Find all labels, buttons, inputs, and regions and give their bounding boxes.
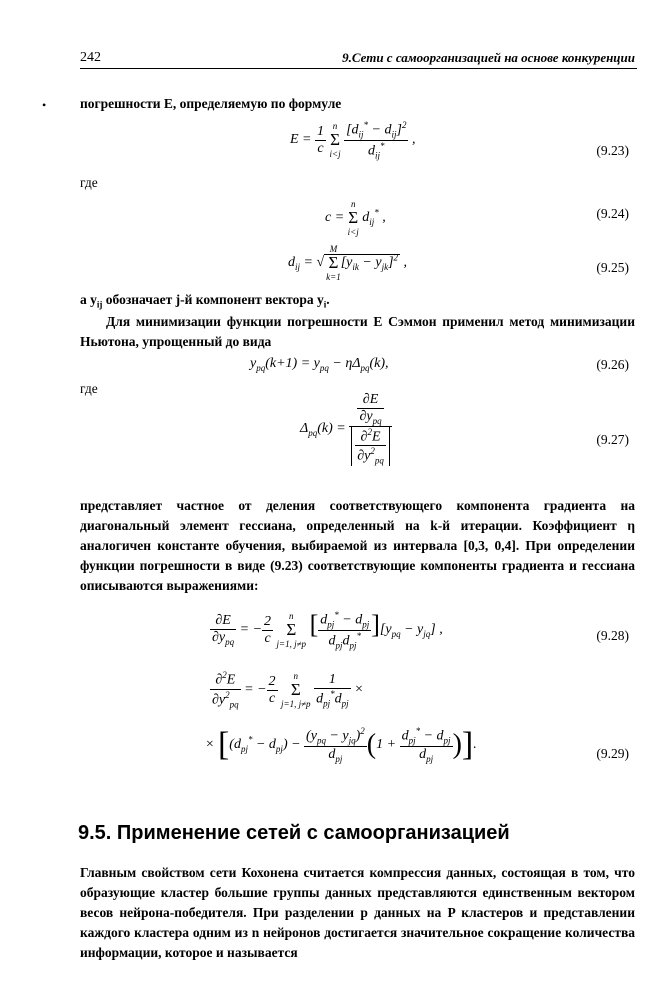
running-title: 9.Сети с самоорганизацией на основе конкуренции <box>342 50 635 65</box>
paragraph-sammon: Для минимизации функции погрешности E Сэммон применил метод минимизации Ньютона, упрощенный до вида <box>80 314 635 349</box>
equation-9-29-line-2: × [$(d_{pj}^* - d_{pj})$ − $\frac{(y_{pq} - y_{jq})^2}{d_{pj}}$ (1 + $\frac{d_{pj}^* - d_{pj}}{d_{pj}}$ )]. <box>205 726 477 764</box>
page-number: 242 <box>80 50 101 65</box>
equation-number-9-23: (9.23) <box>596 143 629 158</box>
equation-9-27: $\Delta_{pq}(k)$ = $\frac{\frac{\partial E}{\partial y_{pq}}}{\frac{\partial^2E}{\partial y^2_{pq}}}$ <box>300 392 392 466</box>
paragraph-kohonen: Главным свойством сети Кохонена считается компрессия данных, состоящая в том, что образующие кластер большие группы данных представляются единственным вектором весов нейрона-победителя. При разделении p данных на P кластеров и представлении каждого кластера одним из n нейронов достигается значительное сокращение количества информации, которое и называется <box>80 865 635 960</box>
section-heading: 9.5. Применение сетей с самоорганизацией <box>78 822 510 844</box>
equation-9-23: E = $\frac{1}{c}$ n Σ i<j $\frac{[d_{ij}^* - d_{ij}]^2}{d_{ij}^*}$ , <box>290 120 416 160</box>
equation-number-9-25: (9.25) <box>596 260 629 275</box>
label-gde-2: где <box>80 381 98 396</box>
equation-number-9-27: (9.27) <box>596 432 629 447</box>
label-gde-1: где <box>80 175 98 190</box>
equation-9-29-line-1: $\frac{\partial^2E}{\partial y^2_{pq}}$ = − $\frac{2}{c}$ n Σ j=1, j≠p $\frac{1}{d_{pj}^*d_{pj}}$ × <box>212 670 364 710</box>
equation-9-26: $y_{pq}(k+1) = y_{pq} - \eta\Delta_{pq}(k)$, <box>250 356 389 373</box>
equation-number-9-26: (9.26) <box>596 357 629 372</box>
equation-9-28: $\frac{\partial E}{\partial y_{pq}}$ = − $\frac{2}{c}$ n Σ j=1, j≠p [ $\frac{d_{pj}^* - d_{pj}}{d_{pj}d_{pj}^*}$ ]$[y_{pq} - y_{jq}]$ , <box>212 610 443 650</box>
paragraph-intro: погрешности E, определяемую по формуле <box>80 96 342 111</box>
equation-9-25: $d_{ij} = √M$ Σ $k=1[y_{ik} - y_{jk}]^2$ , <box>288 244 408 282</box>
equation-number-9-28: (9.28) <box>596 628 629 643</box>
equation-number-9-24: (9.24) <box>596 206 629 221</box>
margin-bullet: • <box>42 98 47 112</box>
paragraph-yij: а $y_{ij}$ обозначает j-й компонент вектора $y_i$. <box>80 292 330 310</box>
equation-number-9-29: (9.29) <box>596 746 629 761</box>
header-rule <box>80 68 637 69</box>
paragraph-gradient: представляет частное от деления соответствующего компонента градиента на диагональный элемент гессиана, определенный на k-й итерации. Коэффициент η аналогичен константе обучения, выбираемой из интервала [0,3, 0,4]. При определении функции погрешности в виде (9.23) соответствующие компоненты градиента и гессиана описываются выражениями: <box>80 498 635 593</box>
equation-9-24: c = n Σ i<j $d_{ij}^*$ , <box>325 199 386 237</box>
